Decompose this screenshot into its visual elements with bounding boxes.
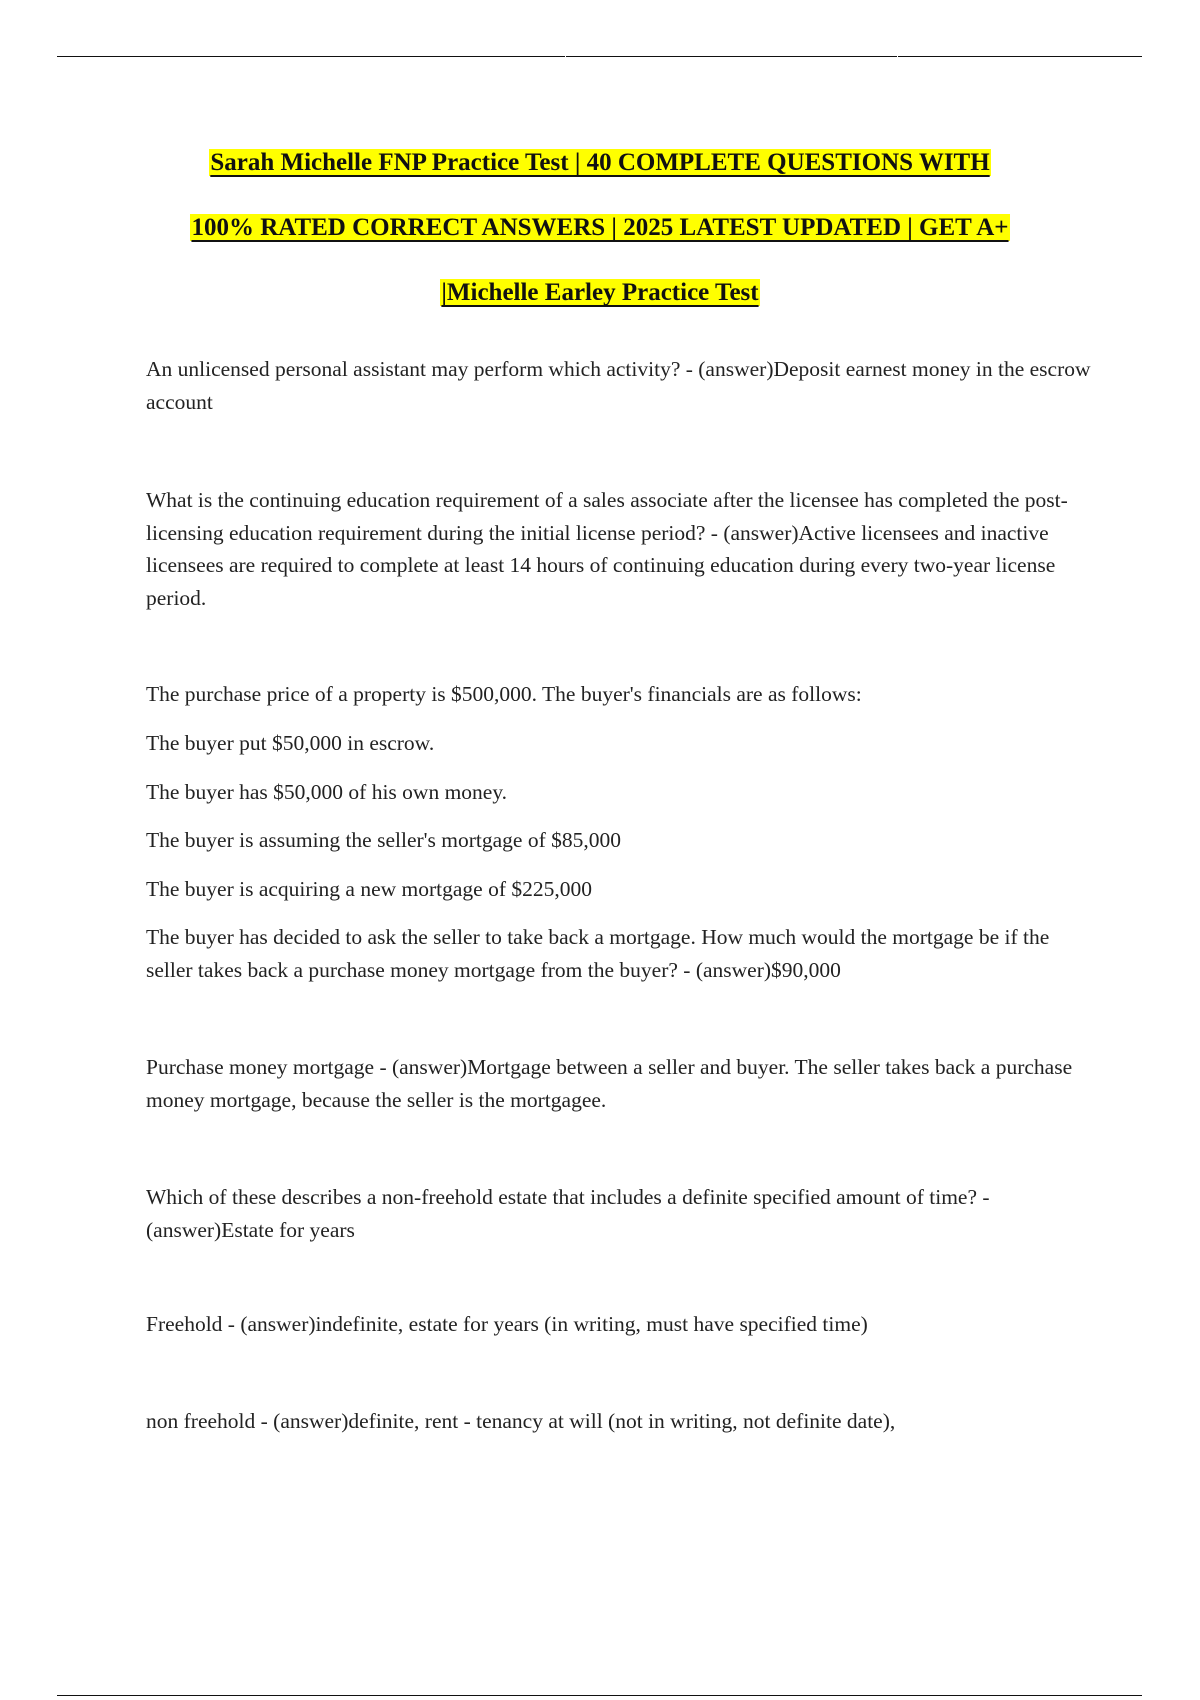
buyer-financial-item: The buyer is assuming the seller's mortgage of $85,000 — [146, 828, 621, 852]
question-purchase-price-intro: The purchase price of a property is $500,000. The buyer's financials are as follows: — [146, 682, 862, 706]
title-line-3: |Michelle Earley Practice Test — [441, 279, 759, 306]
buyer-financial-item: The buyer has $50,000 of his own money. — [146, 780, 508, 804]
definition-freehold: Freehold - (answer)indefinite, estate for years (in writing, must have specified time) — [146, 1312, 868, 1336]
rule-notch — [897, 55, 898, 58]
document-title — [60, 140, 1140, 335]
title-line-2: 100% RATED CORRECT ANSWERS | 2025 LATEST UPDATED | GET A+ — [191, 214, 1009, 241]
buyer-financial-item: The buyer put $50,000 in escrow. — [146, 731, 435, 755]
header-rule — [57, 56, 1142, 57]
buyer-financial-item: The buyer is acquiring a new mortgage of $225,000 — [146, 877, 592, 901]
question-non-freehold-estate: Which of these describes a non-freehold estate that includes a definite specified amount of time? - (answer)Estate for years — [146, 1185, 990, 1242]
definition-non-freehold: non freehold - (answer)definite, rent - tenancy at will (not in writing, not definite date), — [146, 1409, 896, 1433]
question-continuing-education: What is the continuing education requirement of a sales associate after the licensee has completed the post-licensing education requirement during the initial license period? - (answer)Active licensees and inactive licensees are required to complete at least 14 hours of continuing education during every two-year license period. — [146, 488, 1068, 610]
question-purchase-money-amount: The buyer has decided to ask the seller to take back a mortgage. How much would the mortgage be if the seller takes back a purchase money mortgage from the buyer? - (answer)$90,000 — [146, 925, 1050, 982]
question-purchase-money-mortgage: Purchase money mortgage - (answer)Mortgage between a seller and buyer. The seller takes back a purchase money mortgage, because the seller is the mortgagee. — [146, 1055, 1073, 1112]
question-unlicensed-assistant: An unlicensed personal assistant may perform which activity? - (answer)Deposit earnest money in the escrow account — [146, 357, 1091, 414]
rule-notch — [565, 55, 566, 58]
title-line-1: Sarah Michelle FNP Practice Test | 40 COMPLETE QUESTIONS WITH — [210, 149, 990, 176]
footer-rule — [57, 1695, 1142, 1696]
